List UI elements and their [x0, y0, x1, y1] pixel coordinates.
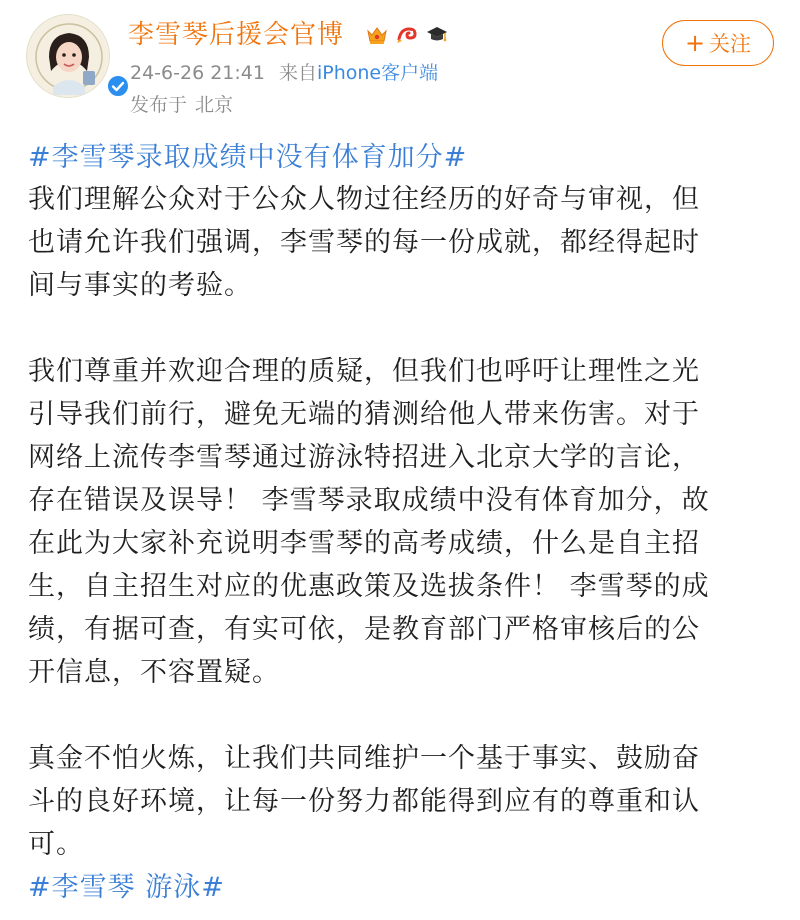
post-location: [130, 92, 233, 118]
hashtag-row: [28, 866, 778, 909]
author-badges: [364, 20, 450, 50]
text-line: 生，自主招生对应的优惠政策及选拔条件！ 李雪琴的成: [28, 571, 710, 602]
post-body: [28, 138, 778, 909]
author-name[interactable]: 李雪琴后援会官博: [128, 20, 345, 50]
text-line: 真金不怕火炼，让我们共同维护一个基于事实、鼓励奋: [28, 743, 700, 774]
post-meta: [130, 60, 438, 86]
text-line: 存在错误及误导！ 李雪琴录取成绩中没有体育加分，故: [28, 485, 710, 516]
hashtag-swimming[interactable]: 游泳#: [145, 872, 225, 903]
paragraph-spacer: [28, 307, 778, 350]
text-line: 网络上流传李雪琴通过游泳特招进入北京大学的言论，: [28, 442, 700, 473]
source-link[interactable]: iPhone客户端: [316, 62, 439, 84]
location-label: 发布于: [130, 94, 188, 116]
text-line: 斗的良好环境，让每一份努力都能得到应有的尊重和认: [28, 786, 700, 817]
graduation-cap-icon[interactable]: [424, 22, 450, 48]
follow-button[interactable]: [662, 20, 774, 66]
follow-label: 关注: [709, 32, 752, 56]
avatar-container[interactable]: [26, 14, 110, 98]
text-line: 我们理解公众对于公众人物过往经历的好奇与审视，但: [28, 184, 700, 215]
text-line: 引导我们前行，避免无端的猜测给他人带来伤害。对于: [28, 399, 700, 430]
source-prefix: 来自: [278, 62, 317, 84]
text-line: 间与事实的考验。: [28, 270, 252, 301]
text-line: 开信息，不容置疑。: [28, 657, 280, 688]
text-line: 可。: [28, 829, 84, 860]
text-line: 也请允许我们强调，李雪琴的每一份成就，都经得起时: [28, 227, 700, 258]
avatar-image: [27, 15, 110, 98]
dragon-icon[interactable]: [394, 22, 420, 48]
hashtag-li-xueqin[interactable]: #李雪琴: [28, 872, 136, 903]
paragraph-spacer: [28, 694, 778, 737]
crown-icon[interactable]: [364, 22, 390, 48]
post-header: [0, 0, 800, 130]
text-line: 我们尊重并欢迎合理的质疑，但我们也呼吁让理性之光: [28, 356, 700, 387]
post-time: 24-6-26 21:41: [130, 62, 265, 84]
paragraph-1: [28, 178, 778, 307]
topic-hashtag[interactable]: #李雪琴录取成绩中没有体育加分#: [28, 142, 468, 173]
paragraph-3: [28, 737, 778, 866]
plus-icon: +: [684, 29, 706, 57]
location-city: 北京: [195, 94, 234, 116]
text-line: 在此为大家补充说明李雪琴的高考成绩，什么是自主招: [28, 528, 700, 559]
paragraph-2: [28, 350, 778, 694]
avatar[interactable]: [26, 14, 110, 98]
text-line: 绩，有据可查，有实可依，是教育部门严格审核后的公: [28, 614, 700, 645]
verified-badge-icon: [106, 74, 130, 98]
